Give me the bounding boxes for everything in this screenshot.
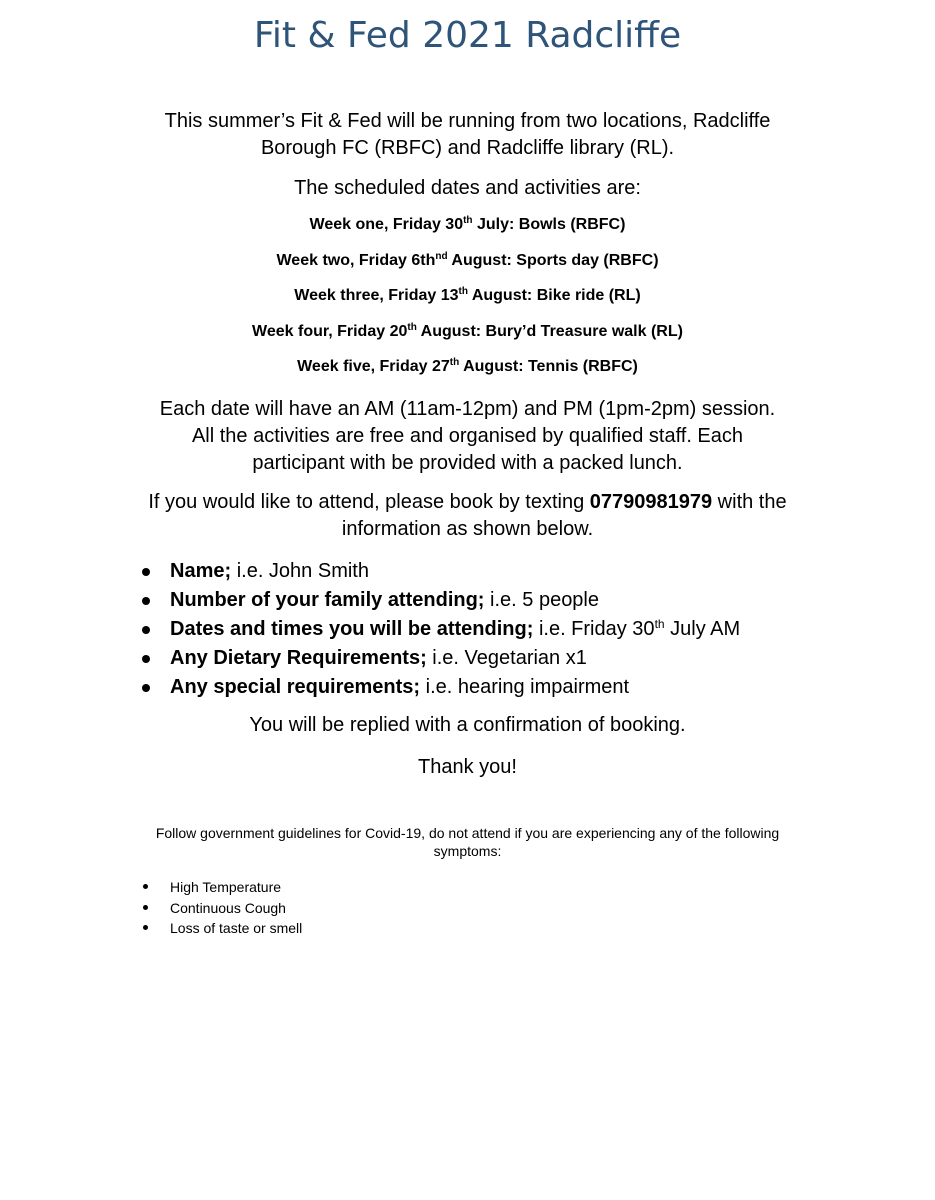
sessions-line: All the activities are free and organised by qualified staff. Each <box>191 425 744 447</box>
schedule-item-week-one: Week one, Friday 30th July: Bowls (RBFC) <box>309 215 626 233</box>
phone-number: 07790981979 <box>589 491 713 513</box>
confirmation-text: You will be replied with a confirmation of booking. <box>249 714 686 736</box>
bullet-icon <box>142 568 150 576</box>
sessions-line: Each date will have an AM (11am-12pm) and PM (1pm-2pm) session. <box>159 398 776 420</box>
covid-notice-line: Follow government guidelines for Covid-19, do not attend if you are experiencing any of the following <box>155 825 780 841</box>
requirement-item-dates-times: Dates and times you will be attending; i.e. Friday 30th July AM <box>140 615 740 644</box>
symptom-item: Continuous Cough <box>140 898 302 919</box>
booking-line: information as shown below. <box>341 518 594 540</box>
bullet-icon <box>142 626 150 634</box>
bullet-icon <box>143 925 148 930</box>
covid-notice <box>0 824 935 860</box>
bullet-icon <box>143 884 148 889</box>
requirement-item-special: Any special requirements; i.e. hearing impairment <box>140 673 740 702</box>
booking-requirements-list <box>140 557 740 702</box>
requirement-item-family-count: Number of your family attending; i.e. 5 people <box>140 586 740 615</box>
schedule-list <box>0 213 935 391</box>
thank-you-text: Thank you! <box>418 756 517 778</box>
schedule-item-week-five: Week five, Friday 27th August: Tennis (RBFC) <box>297 357 638 375</box>
booking-paragraph <box>0 489 935 543</box>
schedule-item-week-four: Week four, Friday 20th August: Bury’d Treasure walk (RL) <box>252 321 683 340</box>
bullet-icon <box>142 684 150 692</box>
bullet-icon <box>143 905 148 910</box>
sessions-line: participant with be provided with a packed lunch. <box>252 452 683 474</box>
page-title: Fit & Fed 2021 Radcliffe <box>253 15 682 56</box>
requirement-item-name: Name; i.e. John Smith <box>140 557 740 586</box>
requirement-item-dietary: Any Dietary Requirements; i.e. Vegetarian x1 <box>140 644 740 673</box>
bullet-icon <box>142 655 150 663</box>
symptoms-list <box>140 877 302 939</box>
schedule-item-week-three: Week three, Friday 13th August: Bike ride (RL) <box>294 286 641 304</box>
schedule-item-week-two: Week two, Friday $6th^{nd}$ August: Sports day (RBFC) <box>276 250 659 269</box>
sessions-paragraph <box>0 396 935 477</box>
bullet-icon <box>142 597 150 605</box>
schedule-heading: The scheduled dates and activities are: <box>294 177 641 199</box>
booking-line: If you would like to attend, please book by texting 07790981979 with the <box>148 491 787 513</box>
symptom-item: Loss of taste or smell <box>140 918 302 939</box>
covid-notice-line: symptoms: <box>433 843 502 859</box>
intro-paragraph <box>0 108 935 162</box>
intro-line: This summer’s Fit & Fed will be running from two locations, Radcliffe <box>164 110 771 132</box>
intro-line: Borough FC (RBFC) and Radcliffe library (RL). <box>260 137 675 159</box>
symptom-item: High Temperature <box>140 877 302 898</box>
